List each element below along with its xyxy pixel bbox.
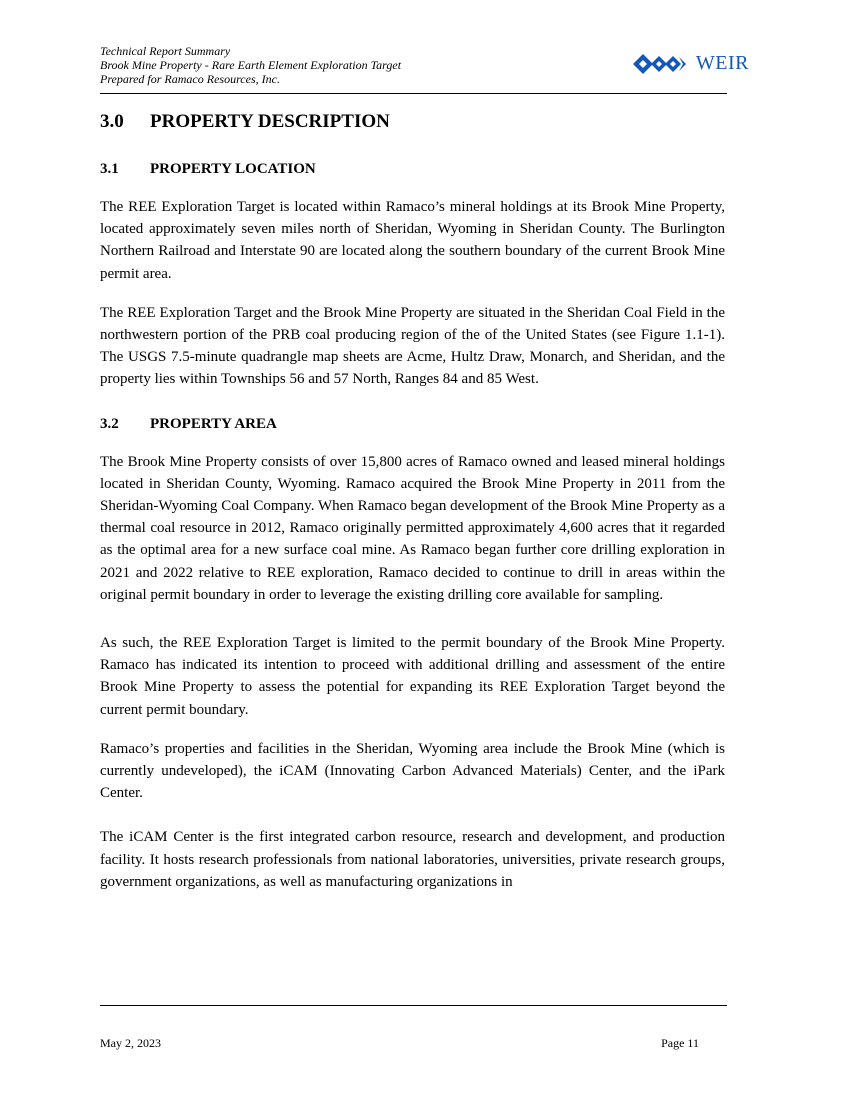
paragraph: Ramaco’s properties and facilities in the Sheridan, Wyoming area include the Brook Mine (which is currently undeveloped), the iCAM (Innovating Carbon Advanced Materials) Center, and the iPark Center. [100,740,725,802]
paragraph: The REE Exploration Target and the Brook Mine Property are situated in the Sheridan Coal Field in the northwestern portion of the PRB coal producing region of the of the United States (see Figure 1.1-1). The USGS 7.5-minute quadrangle map sheets are Acme, Hultz Draw, Monarch, and Sheridan, and the property lies within Townships 56 and 57 North, Ranges 84 and 85 West. [100,304,725,388]
subsection-heading-location [100,158,725,180]
page-number: Page 11 [661,1036,699,1050]
header-line-2: Brook Mine Property - Rare Earth Element Exploration Target [100,58,402,72]
paragraph: The iCAM Center is the first integrated carbon resource, research and development, and production facility. It hosts research professionals from national laboratories, universities, private research groups, government organizations, as well as manufacturing organizations in [100,829,725,890]
weir-diamond-icon [632,53,694,75]
weir-logo [632,52,749,75]
paragraph: The Brook Mine Property consists of over 15,800 acres of Ramaco owned and leased mineral holdings located in Sheridan County, Wyoming. Ramaco acquired the Brook Mine Property in 2011 from the Sheridan-Wyoming Coal Company. When Ramaco began development of the Brook Mine Property as a thermal coal resource in 2012, Ramaco originally permitted approximately 4,600 acres that it regarded as the optimal area for a new surface coal mine. As Ramaco began further core drilling exploration in 2021 and 2022 relative to REE exploration, Ramaco decided to continue to drill in areas within the original permit boundary in order to leverage the existing drilling core available for sampling. [100,453,725,603]
page-header [100,44,749,94]
page-footer [100,1005,727,1050]
subsection-number: 3.1 [100,161,119,177]
header-text-block [100,44,401,86]
header-line-3: Prepared for Ramaco Resources, Inc. [100,72,280,86]
section-heading [100,108,725,136]
paragraph: As such, the REE Exploration Target is limited to the permit boundary of the Brook Mine Property. Ramaco has indicated its intention to proceed with additional drilling and assessment of the entire Brook Mine Property to assess the potential for expanding its REE Exploration Target beyond the current permit boundary. [100,635,725,718]
subsection-title: PROPERTY AREA [150,415,277,432]
subsection-title: PROPERTY LOCATION [150,161,316,177]
section-number: 3.0 [100,111,124,132]
logo-text: WEIR [695,52,749,74]
subsection-number: 3.2 [100,415,119,432]
subsection-heading-area [100,413,725,435]
footer-date: May 2, 2023 [100,1036,161,1050]
header-line-1: Technical Report Summary [100,44,231,58]
document-body [100,108,725,910]
paragraph: The REE Exploration Target is located within Ramaco’s mineral holdings at its Brook Mine Property, located approximately seven miles north of Sheridan, Wyoming in Sheridan County. The Burlington Northern Railroad and Interstate 90 are located along the southern boundary of the current Brook Mine permit area. [100,199,725,282]
section-title: PROPERTY DESCRIPTION [150,111,390,132]
